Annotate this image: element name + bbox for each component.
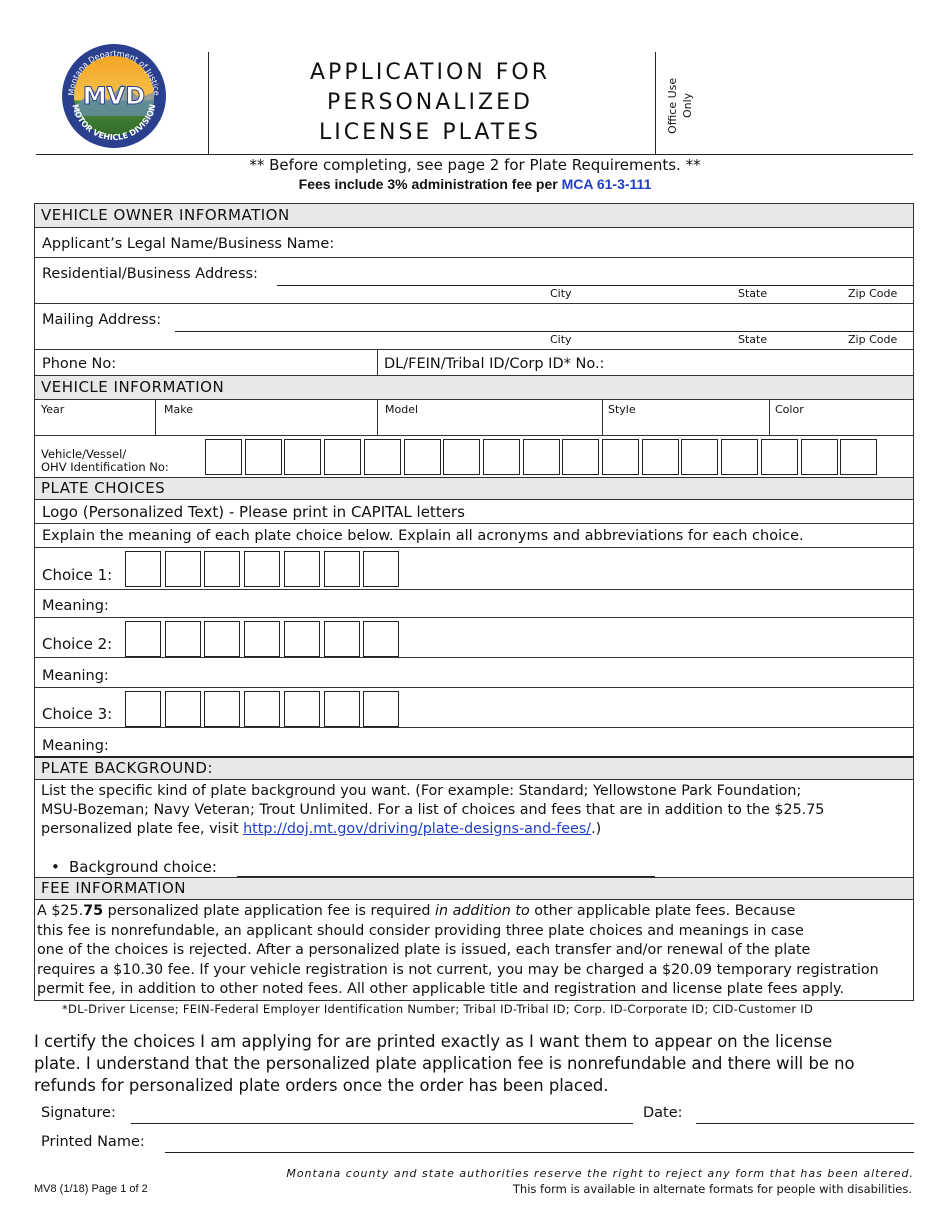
plate-char-box[interactable] [125,621,161,657]
application-form [34,203,914,1001]
signature-label: Signature: [41,1105,116,1121]
plate-char-box[interactable] [284,621,320,657]
plate-char-box[interactable] [363,621,399,657]
vin-char-box[interactable] [443,439,480,475]
plate-char-box[interactable] [284,551,320,587]
vin-char-box[interactable] [801,439,838,475]
plate-char-box[interactable] [204,691,240,727]
plate-char-box[interactable] [363,691,399,727]
legal-name-label: Applicant’s Legal Name/Business Name: [42,236,335,252]
plate-designs-link[interactable]: http://doj.mt.gov/driving/plate-designs-and-fees/ [243,821,592,837]
residential-row [35,258,913,304]
explain-instruction: Explain the meaning of each plate choice below. Explain all acronyms and abbreviations for each choice. [42,528,804,544]
meaning-2-row [35,658,913,688]
plate-char-box[interactable] [363,551,399,587]
meaning-3-label[interactable]: Meaning: [42,738,109,754]
printed-name-field[interactable] [165,1152,914,1153]
phone-row [35,350,913,376]
vin-row [35,436,913,478]
date-label: Date: [643,1105,683,1121]
mailing-city-caption: City [550,333,572,346]
vin-char-box[interactable] [205,439,242,475]
choice-2-label: Choice 2: [42,635,113,653]
mailing-label: Mailing Address: [42,312,162,328]
choice-1-row [35,548,913,590]
vin-label-2: OHV Identification No: [41,460,169,474]
explain-row [35,524,913,548]
header-rule [36,154,913,155]
vin-char-box[interactable] [721,439,758,475]
section-vehicle-header: VEHICLE INFORMATION [35,376,913,400]
vin-char-box[interactable] [404,439,441,475]
vin-char-box[interactable] [523,439,560,475]
background-instructions: List the specific kind of plate background you want. (For example: Standard; Yellowstone Park Foundation; MSU-Bozeman; Navy Veteran; Trout Unlimited. For a list of choices and fees that are in addition to the $25.75 personalized plate fee, visit http://doj.mt.gov/driving/plate-designs-and-fees/.) [41,783,825,837]
mvd-logo [60,42,168,150]
plate-char-box[interactable] [244,551,280,587]
section-owner-header: VEHICLE OWNER INFORMATION [35,204,913,228]
fee-text: A $25.75 personalized plate application fee is required in addition to other applicable plate fees. Because this fee is nonrefundable, an applicant should consider providing three plate choices and meanings in case one of the choices is rejected. After a personalized plate is issued, each transfer and/or renewal of the plate requires a $10.30 fee. If your vehicle registration is not current, you may be charged a $20.09 temporary registration permit fee, in addition to other noted fees. All other applicable title and registration and license plate fees apply. [37,903,879,997]
mailing-state-caption: State [738,333,768,346]
choice-3-label: Choice 3: [42,705,113,723]
residential-field[interactable] [277,285,913,286]
vin-char-box[interactable] [681,439,718,475]
svg-text:MVD: MVD [82,82,146,110]
year-field[interactable]: Year [41,403,65,416]
vin-char-box[interactable] [284,439,321,475]
vin-char-box[interactable] [324,439,361,475]
certification-text: I certify the choices I am applying for are printed exactly as I want them to appear on the license plate. I understand that the personalized plate application fee is nonrefundable and there will be no refunds for personalized plate orders once the order has been placed. [34,1032,855,1095]
signature-field[interactable] [131,1123,633,1124]
form-id: MV8 (1/18) Page 1 of 2 [34,1183,148,1195]
header-divider-left [208,52,209,154]
residential-state-caption: State [738,287,768,300]
background-choice-label: Background choice: [69,858,217,876]
office-use-only: Office Use Only [666,77,694,134]
phone-label[interactable]: Phone No: [42,356,117,372]
date-field[interactable] [696,1123,914,1124]
title-line-1: APPLICATION FOR [310,60,550,85]
svg-text:Montana Department of Justice: Montana Department of Justice [66,48,162,97]
logo-instruction: Logo (Personalized Text) - Please print in CAPITAL letters [42,503,465,521]
vin-char-box[interactable] [364,439,401,475]
section-fee-header: FEE INFORMATION [35,878,913,900]
legal-name-row [35,228,913,258]
mailing-row [35,304,913,350]
title-line-3: LICENSE PLATES [319,120,541,145]
mailing-zip-caption: Zip Code [848,333,898,346]
plate-char-box[interactable] [125,551,161,587]
make-field[interactable]: Make [164,403,193,416]
vin-char-box[interactable] [642,439,679,475]
plate-char-box[interactable] [125,691,161,727]
plate-char-box[interactable] [165,691,201,727]
meaning-2-label[interactable]: Meaning: [42,668,109,684]
dl-label[interactable]: DL/FEIN/Tribal ID/Corp ID* No.: [384,356,605,372]
vin-char-box[interactable] [602,439,639,475]
vin-char-box[interactable] [245,439,282,475]
choice-2-row [35,618,913,658]
plate-char-box[interactable] [165,621,201,657]
plate-char-box[interactable] [244,691,280,727]
mailing-field[interactable] [175,331,913,332]
alteration-disclaimer: Montana county and state authorities reserve the right to reject any form that has been altered. [286,1167,914,1180]
requirements-note: ** Before completing, see page 2 for Plate Requirements. ** [249,156,701,174]
plate-char-box[interactable] [165,551,201,587]
mca-link[interactable]: MCA 61-3-111 [561,176,652,192]
color-field[interactable]: Color [775,403,804,416]
choice-3-row [35,688,913,728]
section-background-header: PLATE BACKGROUND: [35,758,913,780]
svg-text:MOTOR VEHICLE DIVISION: MOTOR VEHICLE DIVISION [70,103,158,143]
residential-city-caption: City [550,287,572,300]
choice-1-label: Choice 1: [42,566,113,584]
residential-zip-caption: Zip Code [848,287,898,300]
plate-char-box[interactable] [324,691,360,727]
vin-char-box[interactable] [761,439,798,475]
plate-char-box[interactable] [324,551,360,587]
vehicle-details-row [35,400,913,436]
meaning-3-row [35,728,913,758]
plate-char-box[interactable] [284,691,320,727]
background-row [35,780,913,878]
header-divider-right [655,52,656,154]
plate-char-box[interactable] [204,621,240,657]
logo-row [35,500,913,524]
alternate-formats-note: This form is available in alternate formats for people with disabilities. [512,1182,912,1196]
meaning-1-label[interactable]: Meaning: [42,598,109,614]
background-choice-field[interactable] [237,876,655,877]
vin-label-1: Vehicle/Vessel/ [41,447,127,461]
id-footnote: *DL-Driver License; FEIN-Federal Employer Identification Number; Tribal ID-Tribal ID; Corp. ID-Corporate ID; CID-Customer ID [62,1002,814,1016]
background-bullet: • [51,858,60,876]
vin-char-box[interactable] [562,439,599,475]
meaning-1-row [35,590,913,618]
vin-char-box[interactable] [840,439,877,475]
printed-name-label: Printed Name: [41,1134,145,1150]
title-line-2: PERSONALIZED [327,90,533,115]
fees-note: Fees include 3% administration fee per MCA 61-3-111 [298,176,652,192]
plate-char-box[interactable] [204,551,240,587]
plate-char-box[interactable] [324,621,360,657]
residential-label: Residential/Business Address: [42,266,258,282]
vin-char-box[interactable] [483,439,520,475]
section-plate-header: PLATE CHOICES [35,478,913,500]
style-field[interactable]: Style [608,403,636,416]
model-field[interactable]: Model [385,403,419,416]
plate-char-box[interactable] [244,621,280,657]
